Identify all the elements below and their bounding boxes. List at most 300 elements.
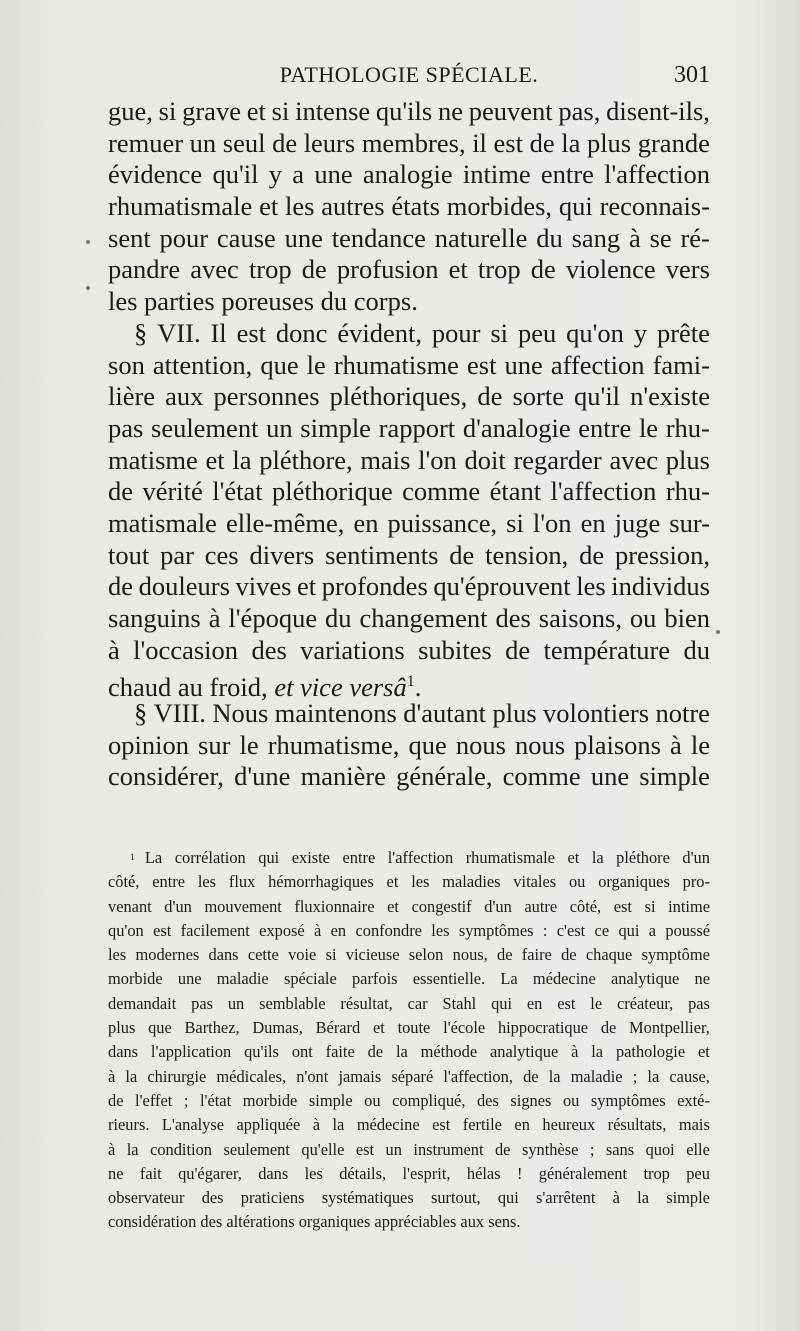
word: changement	[359, 603, 488, 633]
word: qui	[258, 848, 280, 867]
word: d'un	[682, 848, 710, 867]
word: d'une	[234, 761, 291, 792]
word: vers	[665, 254, 710, 285]
word: pas	[108, 412, 144, 443]
word: personnes	[213, 381, 320, 412]
word: sans	[605, 1139, 635, 1159]
word: est	[236, 317, 267, 348]
word: rhumatisme	[333, 349, 459, 380]
word: les	[576, 571, 606, 602]
word: côté,	[569, 896, 602, 916]
word: médicales,	[216, 1066, 287, 1086]
word: saisons,	[538, 603, 622, 633]
word: n'existe	[630, 381, 710, 412]
word: tendance	[331, 222, 426, 253]
word: si	[158, 96, 177, 126]
word: maladie	[570, 1066, 623, 1086]
word: à	[670, 729, 682, 760]
word: l'on	[532, 507, 572, 538]
word: autre	[524, 896, 558, 916]
word: bien	[664, 603, 710, 633]
word: y	[633, 317, 648, 348]
word: observateur	[108, 1188, 185, 1208]
text-line: chaud au froid, et vice versâ$^1$.	[108, 672, 422, 703]
word: ne	[437, 96, 463, 126]
word: lière	[108, 381, 156, 412]
footnote-line: considération des altérations organiques appréciables aux sens.	[108, 1212, 521, 1232]
word: profusion	[336, 254, 439, 285]
page-speck	[86, 240, 90, 244]
word: d'un	[164, 896, 192, 916]
word: symptôme	[641, 945, 710, 965]
word: comme	[502, 761, 581, 792]
word: aux	[165, 381, 204, 412]
word: plus	[108, 1018, 136, 1038]
word: qu'ils	[375, 96, 433, 126]
word: y	[268, 159, 282, 190]
word: Montpellier,	[629, 1018, 710, 1038]
word: ou	[364, 1090, 381, 1110]
footnote-line	[108, 992, 710, 1016]
word: variations	[300, 634, 405, 665]
word: symptômes	[458, 920, 534, 940]
word: !	[516, 1163, 523, 1183]
word: la	[591, 1042, 604, 1062]
word: les	[285, 191, 315, 222]
word: des	[251, 634, 287, 665]
word: l'affection,	[443, 1066, 513, 1086]
word: le	[306, 349, 326, 380]
word: maladie	[216, 969, 269, 989]
word: Stahl	[442, 993, 477, 1013]
word: est	[467, 349, 497, 380]
word: la	[125, 1066, 138, 1086]
word: §	[134, 698, 148, 729]
footnote-marker: 1	[130, 852, 135, 863]
word: et	[698, 1042, 710, 1062]
word: grande	[637, 127, 710, 158]
word: exposé	[259, 920, 305, 940]
text-fragment: chaud au froid,	[108, 672, 268, 703]
word: analytique	[489, 1042, 559, 1062]
word: et	[386, 872, 399, 892]
page-number: 301	[674, 62, 710, 88]
footnote-line	[108, 1113, 710, 1137]
italic-phrase: et vice versâ	[274, 672, 407, 703]
word: de	[367, 1042, 384, 1062]
word: toute	[397, 1018, 431, 1038]
word: mais	[678, 1115, 710, 1135]
text-line	[108, 508, 710, 540]
word: en	[514, 1115, 530, 1135]
word: à	[571, 1042, 579, 1062]
footnote-line	[108, 1186, 710, 1210]
word: du	[683, 634, 710, 665]
word: dans	[108, 1042, 139, 1062]
word: maladies	[442, 872, 501, 892]
word: exté-	[677, 1090, 710, 1110]
word: se	[649, 222, 672, 253]
word: à	[314, 920, 322, 940]
word: un	[189, 127, 217, 158]
word: en	[353, 507, 379, 538]
word: simple	[666, 1188, 710, 1208]
word: symptômes	[590, 1090, 666, 1110]
word: de	[529, 127, 555, 158]
word: regarder	[513, 444, 602, 475]
word: individus	[611, 571, 710, 602]
word: pléthore,	[259, 444, 353, 475]
word: qu'éprouvent	[433, 571, 571, 602]
word: l'on	[418, 444, 457, 475]
word: sur-	[669, 507, 710, 538]
word: un	[385, 1139, 402, 1159]
word: cette	[247, 945, 279, 965]
word: matisme	[108, 444, 198, 475]
word: le	[239, 729, 259, 760]
word: qui	[497, 1188, 519, 1208]
text-line	[108, 540, 710, 572]
word: d'analogie	[462, 412, 571, 443]
word: à	[108, 1139, 116, 1159]
text-line	[108, 603, 710, 635]
word: Bérard	[315, 1018, 361, 1038]
word: évidence	[108, 159, 203, 190]
word: vitales	[513, 872, 557, 892]
word: est	[557, 993, 576, 1013]
word: compliqué,	[392, 1090, 466, 1110]
word: l'époque	[228, 603, 318, 633]
word: divers	[249, 539, 315, 570]
word: plus	[492, 698, 537, 729]
word: l'état	[199, 1090, 232, 1110]
word: les	[304, 1163, 323, 1183]
text-line	[108, 128, 710, 160]
word: la	[126, 1139, 139, 1159]
word: ont	[291, 1042, 313, 1062]
word: ce	[594, 920, 610, 940]
text-line	[108, 571, 710, 603]
word: de	[494, 1139, 511, 1159]
word: qu'égarer,	[178, 1163, 242, 1183]
word: organiques	[598, 872, 670, 892]
word: qu'on	[108, 920, 144, 940]
word: simple	[300, 412, 371, 443]
text-line	[108, 445, 710, 477]
word: a	[648, 920, 657, 940]
footnote-line	[108, 943, 710, 967]
word: la	[332, 1115, 345, 1135]
word: un	[227, 993, 245, 1013]
word: une	[504, 349, 543, 380]
word: mouvement	[204, 896, 282, 916]
word: membres,	[361, 127, 466, 158]
word: ;	[589, 1139, 595, 1159]
word: peu	[517, 317, 557, 348]
word: nous,	[452, 945, 488, 965]
footnote-line	[108, 895, 710, 919]
word: trop	[477, 254, 521, 285]
word: donc	[275, 317, 328, 348]
word: affection	[550, 349, 645, 380]
word: et	[205, 444, 225, 475]
word: dans	[208, 945, 239, 965]
word: les	[411, 872, 430, 892]
word: rhu-	[665, 476, 710, 507]
word: plus	[665, 444, 710, 475]
word: disent-ils,	[606, 96, 710, 126]
word: parfois	[351, 969, 398, 989]
word: trop	[643, 1163, 670, 1183]
word: c'est	[556, 920, 586, 940]
word: le	[590, 993, 603, 1013]
word: considérer,	[108, 761, 224, 792]
word: de	[449, 539, 475, 570]
word: remuer	[108, 127, 184, 158]
word: plus	[586, 127, 632, 158]
word: rapport	[378, 412, 456, 443]
word: états	[391, 191, 440, 222]
word: seulement	[151, 412, 259, 443]
footnote-line	[108, 1040, 710, 1064]
word: est	[493, 127, 523, 158]
word: plaisons	[574, 729, 661, 760]
word: ne	[108, 1163, 124, 1183]
word: L'analyse	[161, 1115, 225, 1135]
word: de	[579, 539, 605, 570]
word: semblable	[259, 993, 326, 1013]
word: de	[523, 1066, 539, 1086]
word: si	[644, 896, 656, 916]
word: pas	[688, 993, 710, 1013]
word: subites	[418, 634, 492, 665]
word: est	[432, 1115, 451, 1135]
word: doit	[464, 444, 506, 475]
word: le	[690, 729, 710, 760]
word: l'esprit,	[402, 1163, 451, 1183]
word: ces	[204, 539, 239, 570]
word: est	[153, 920, 172, 940]
word: de	[600, 1018, 617, 1038]
word: et	[567, 848, 580, 867]
word: la	[591, 848, 604, 867]
word: voie	[288, 945, 317, 965]
word: et	[259, 191, 279, 222]
word: séparé	[391, 1066, 434, 1086]
word: résultat,	[340, 993, 393, 1013]
word: condition	[150, 1139, 212, 1159]
word: sanguins	[108, 603, 201, 633]
word: tout	[108, 539, 150, 570]
word: pléthoriques,	[329, 381, 468, 412]
word: analytique	[610, 969, 680, 989]
word: attention,	[152, 349, 253, 380]
word: un	[266, 412, 293, 443]
footnote-line	[108, 1089, 710, 1113]
word: et	[448, 254, 468, 285]
word: seul	[222, 127, 266, 158]
word: de	[477, 381, 503, 412]
word: a	[292, 159, 305, 190]
word: hippocratique	[497, 1018, 589, 1038]
word: nous	[455, 729, 506, 760]
word: résultats,	[607, 1115, 667, 1135]
section-heading-line	[108, 698, 710, 730]
word: une	[284, 222, 323, 253]
word: opinion	[108, 729, 189, 760]
word: ou	[629, 603, 657, 633]
text-line	[108, 381, 710, 413]
text-line	[108, 350, 710, 382]
word: venant	[108, 896, 152, 916]
word: morbides,	[446, 191, 553, 222]
text-line	[108, 254, 710, 286]
word: quoi	[645, 1139, 675, 1159]
word: VII.	[157, 317, 201, 348]
word: d'un	[484, 896, 512, 916]
word: puissance,	[387, 507, 498, 538]
word: sentiments	[325, 539, 439, 570]
footnote-text	[145, 846, 710, 870]
word: rhumatisme,	[267, 729, 400, 760]
word: Nous	[212, 698, 269, 729]
word: intime	[462, 159, 531, 190]
word: ré-	[680, 222, 710, 253]
word: à	[108, 634, 120, 665]
word: qu'elle	[301, 1139, 345, 1159]
word: s'arrêtent	[536, 1188, 596, 1208]
text-line	[108, 730, 710, 762]
word: si	[506, 507, 524, 538]
word: La	[144, 848, 163, 867]
word: Dumas,	[252, 1018, 303, 1038]
word: VIII.	[153, 698, 206, 729]
word: pour	[159, 222, 209, 253]
word: l'occasion	[133, 634, 239, 665]
word: maintenons	[274, 698, 397, 729]
footnote-line	[108, 1162, 710, 1186]
word: les	[197, 872, 217, 892]
word: entre	[578, 412, 632, 443]
text-line	[108, 96, 710, 128]
word: de	[108, 476, 134, 507]
word: elle-même,	[225, 507, 345, 538]
word: à	[312, 1115, 320, 1135]
word: de	[530, 254, 556, 285]
word: mais	[360, 444, 411, 475]
word: existe	[291, 848, 330, 867]
footnote-reference: 1	[406, 673, 415, 691]
word: une	[177, 969, 202, 989]
word: facilement	[180, 920, 250, 940]
word: cause,	[669, 1066, 710, 1086]
word: cause	[216, 222, 276, 253]
word: leurs	[303, 127, 356, 158]
word: qu'il	[574, 381, 621, 412]
word: évident,	[337, 317, 422, 348]
word: généralement	[538, 1163, 628, 1183]
word: jamais	[338, 1066, 382, 1086]
word: avec	[190, 254, 239, 285]
word: simple	[308, 1090, 353, 1110]
word: la	[232, 444, 252, 475]
word: notre	[655, 698, 710, 729]
word: et	[246, 96, 266, 126]
word: analogie	[362, 159, 453, 190]
word: intense	[295, 96, 371, 126]
word: en	[526, 993, 543, 1013]
footnote-block	[108, 846, 710, 1235]
word: ou	[568, 872, 586, 892]
word: médecine	[356, 1115, 420, 1135]
word: surtout,	[430, 1188, 481, 1208]
word: entre	[540, 159, 594, 190]
word: vicieuse	[345, 945, 400, 965]
word: reconnais-	[599, 191, 710, 222]
word: détails,	[339, 1163, 387, 1183]
word: appliquée	[236, 1115, 301, 1135]
word: volontiers	[543, 698, 650, 729]
word: de	[301, 254, 327, 285]
footnote-line	[108, 1016, 710, 1040]
word: ;	[632, 1066, 638, 1086]
word: morbide	[108, 969, 163, 989]
word: spéciale	[283, 969, 337, 989]
word: systématiques	[321, 1188, 414, 1208]
word: et	[372, 1018, 385, 1038]
word: des	[201, 1188, 224, 1208]
word: elle	[686, 1139, 710, 1159]
word: trop	[248, 254, 292, 285]
word: médecine	[532, 969, 596, 989]
word: les	[431, 920, 450, 940]
word: demandait	[108, 993, 177, 1013]
word: prête	[656, 317, 710, 348]
word: vives	[235, 571, 292, 602]
word: pléthore	[616, 848, 670, 867]
word: sur	[198, 729, 231, 760]
word: profondes	[321, 571, 428, 602]
word: en	[580, 507, 606, 538]
word: pandre	[108, 254, 181, 285]
page-speck	[86, 286, 90, 290]
word: selon	[408, 945, 444, 965]
footnote-line	[108, 846, 710, 870]
word: congestif	[411, 896, 472, 916]
word: que	[260, 349, 299, 380]
word: rhumatismale	[465, 848, 555, 867]
word: si	[271, 96, 290, 126]
word: de	[497, 945, 513, 965]
word: par	[160, 539, 194, 570]
word: simple	[639, 761, 710, 792]
text-line	[108, 476, 710, 508]
word: sang	[571, 222, 621, 253]
word: La	[500, 969, 518, 989]
text-line	[108, 159, 710, 191]
footnote-line	[108, 919, 710, 943]
word: l'application	[150, 1042, 232, 1062]
word: sorte	[512, 381, 564, 412]
word: :	[542, 920, 548, 940]
word: confondre	[355, 920, 422, 940]
word: douleurs	[138, 571, 230, 602]
word: corrélation	[174, 848, 246, 867]
word: l'effet	[135, 1090, 173, 1110]
word: gue,	[108, 96, 153, 126]
word: faite	[325, 1042, 355, 1062]
word: la	[548, 1066, 561, 1086]
